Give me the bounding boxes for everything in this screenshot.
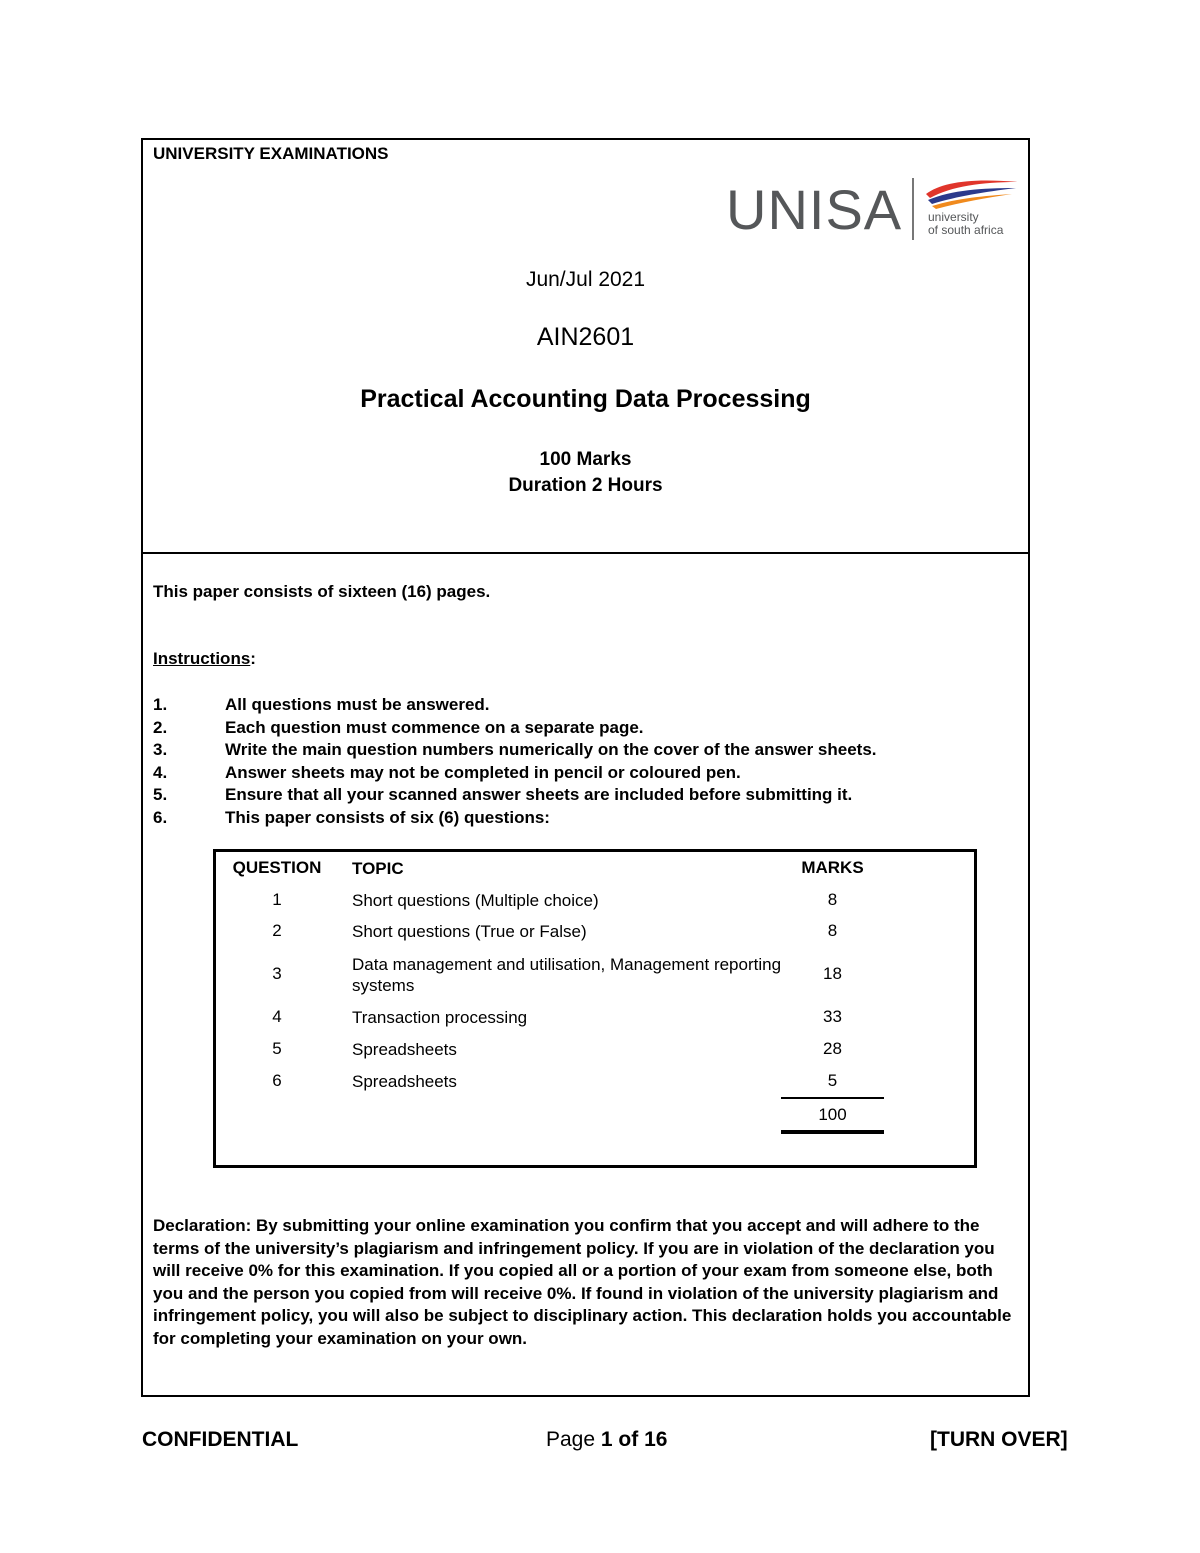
footer-turn-over: [TURN OVER] (930, 1428, 1068, 1451)
instructions-heading-colon: : (250, 649, 256, 668)
cell-topic: Spreadsheets (352, 1072, 457, 1091)
cell-marks: 5 (827, 1071, 838, 1090)
page-of: of (612, 1428, 645, 1451)
instruction-text: All questions must be answered. (225, 695, 490, 714)
page-prefix: Page (546, 1428, 601, 1451)
instruction-text: This paper consists of six (6) questions: (225, 807, 550, 827)
instruction-number: 5. (153, 785, 168, 804)
cover-header-section (143, 140, 1028, 554)
instruction-item (153, 739, 877, 762)
logo-swoosh-icon (922, 176, 1022, 210)
logo-tagline-line2: of south africa (928, 223, 1004, 237)
cell-topic: Transaction processing (352, 1008, 528, 1027)
instruction-item (153, 807, 877, 830)
unisa-logo (726, 176, 1026, 246)
instruction-number: 4. (153, 762, 168, 782)
cell-question: 4 (272, 1007, 282, 1026)
logo-divider (912, 178, 914, 240)
cell-marks: 28 (823, 1039, 842, 1058)
total-double-rule (781, 1130, 884, 1134)
cell-question: 1 (272, 890, 282, 909)
cell-question: 2 (272, 921, 282, 940)
questions-table (213, 849, 977, 1168)
module-title: Practical Accounting Data Processing (360, 385, 811, 413)
header-marks: MARKS (801, 858, 864, 877)
footer-page-number (546, 1428, 667, 1452)
cell-question: 3 (272, 964, 282, 983)
footer-confidential: CONFIDENTIAL (142, 1428, 299, 1451)
exam-duration: Duration 2 Hours (508, 475, 663, 496)
instructions-list (153, 694, 877, 829)
pages-note: This paper consists of sixteen (16) pages. (153, 582, 491, 601)
header-topic: TOPIC (352, 859, 404, 878)
instruction-text: Ensure that all your scanned answer sheets are included before submitting it. (225, 785, 853, 804)
instruction-text: Answer sheets may not be completed in pencil or coloured pen. (225, 762, 741, 782)
logo-wordmark: UNISA (726, 178, 903, 241)
instruction-item (153, 784, 877, 807)
declaration-text: Declaration: By submitting your online examination you confirm that you accept and will adhere to the terms of the university’s plagiarism and infringement policy. If you are in violation of the declaration you will receive 0% for this examination. If you copied all or a portion of your exam from someone else, both you and the person you copied from will receive 0%. If found in violation of the university plagiarism and infringement policy, you will also be subject to disciplinary action. This declaration holds you accountable for completing your examination on your own. (153, 1216, 1012, 1348)
module-code: AIN2601 (536, 323, 635, 351)
exam-date: Jun/Jul 2021 (525, 268, 646, 291)
cell-question: 5 (272, 1039, 282, 1058)
cell-marks: 8 (827, 921, 838, 940)
instructions-heading-text: Instructions (153, 649, 251, 668)
exam-cover-frame (141, 138, 1030, 1397)
cell-topic: Short questions (Multiple choice) (352, 891, 599, 910)
logo-tagline (928, 211, 1003, 237)
instruction-number: 2. (153, 717, 168, 737)
instruction-item (153, 762, 877, 785)
university-examinations-label: UNIVERSITY EXAMINATIONS (153, 144, 389, 163)
cell-topic: Spreadsheets (352, 1040, 457, 1059)
page-current: 1 (600, 1428, 613, 1451)
instruction-item (153, 717, 877, 740)
cell-question: 6 (272, 1071, 282, 1090)
total-top-rule (781, 1097, 884, 1099)
instruction-number: 6. (153, 807, 168, 827)
page-total: 16 (644, 1428, 668, 1451)
instruction-item (153, 694, 877, 717)
instruction-number: 3. (153, 740, 168, 759)
cell-topic: Data management and utilisation, Management reporting systems (352, 955, 782, 995)
logo-tagline-line1: university (928, 210, 979, 224)
cell-total: 100 (818, 1105, 847, 1124)
instruction-number: 1. (153, 695, 168, 714)
instruction-text: Write the main question numbers numerically on the cover of the answer sheets. (225, 740, 877, 759)
header-question: QUESTION (232, 858, 322, 877)
instruction-text: Each question must commence on a separate page. (225, 717, 644, 737)
instructions-heading (153, 649, 256, 669)
cell-marks: 18 (823, 964, 842, 983)
cell-topic: Short questions (True or False) (352, 922, 587, 941)
cell-marks: 8 (827, 890, 838, 909)
cell-marks: 33 (823, 1007, 842, 1026)
total-marks: 100 Marks (539, 449, 632, 470)
